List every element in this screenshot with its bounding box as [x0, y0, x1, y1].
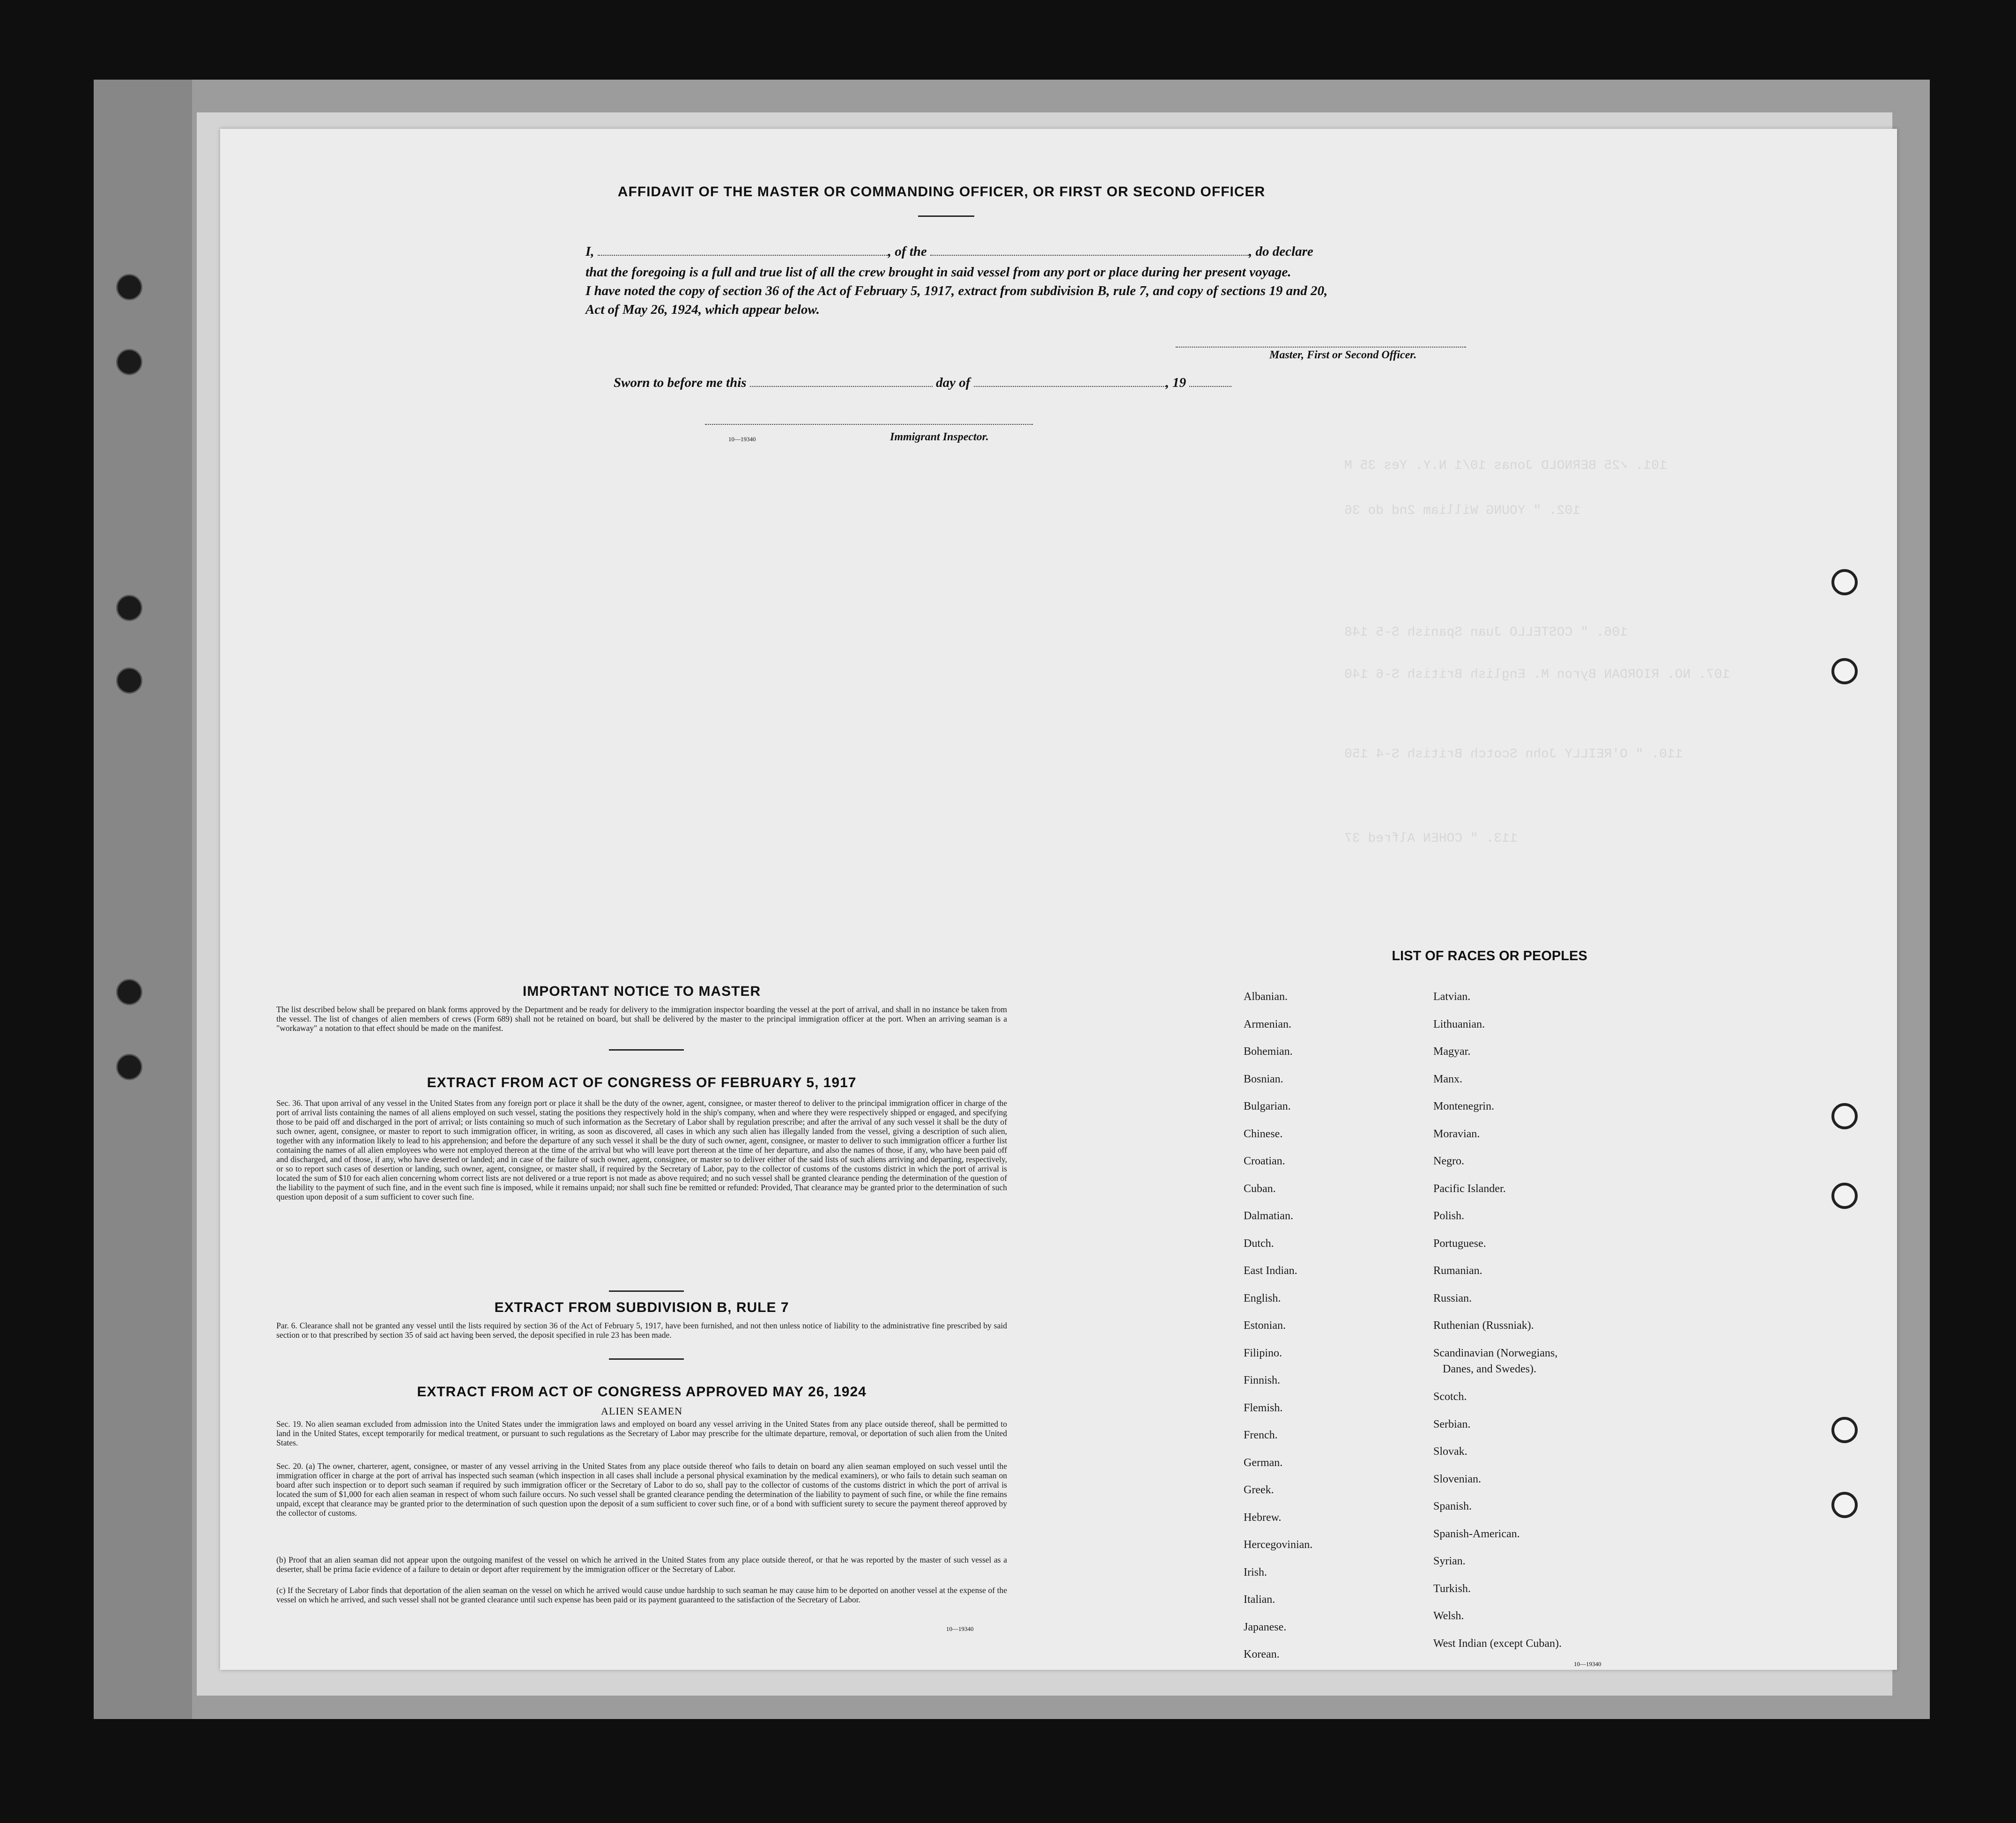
races-title: LIST OF RACES OR PEOPLES: [1392, 949, 1587, 963]
race-item: Irish.: [1244, 1566, 1267, 1578]
act-1917-title: EXTRACT FROM ACT OF CONGRESS OF FEBRUARY 5, 1917: [427, 1075, 857, 1090]
act-1924-title: EXTRACT FROM ACT OF CONGRESS APPROVED MAY 26, 1924: [417, 1384, 867, 1400]
race-item: Bosnian.: [1244, 1073, 1283, 1085]
race-item: Turkish.: [1433, 1582, 1471, 1595]
binder-hole: [116, 349, 142, 375]
race-item: Spanish.: [1433, 1500, 1472, 1513]
race-item: French.: [1244, 1429, 1278, 1441]
binder-hole: [116, 667, 142, 694]
act-1924-subtitle: ALIEN SEAMEN: [601, 1405, 682, 1417]
bleed-through-text: 107. NO. RIORDAN Byron M. English British S-6 140: [1344, 667, 1730, 682]
affidavit-line-3: I have noted the copy of section 36 of the Act of February 5, 1917, extract from subdivision B, rule 7, and copy of sections 19 and 20,: [586, 283, 1328, 298]
sworn-year: , 19: [1165, 375, 1186, 390]
race-item: Flemish.: [1244, 1401, 1283, 1414]
act-1924-sec-20a: Sec. 20. (a) The owner, charterer, agent, consignee, or master of any vessel arriving in the United States from any place outside thereof who fails to detain on board any alien seaman employed on such vessel until the immigration officer in charge at the port of arrival has inspected such seaman (which inspection in all cases shall include a personal physical examination by the medical examiners), or who fails to detain such seaman on board after such inspection or to deport such seaman if required by such immigration officer or the Secretary of Labor to do so, shall pay to the collector of customs of the customs district in which the port of arrival is located the sum of $1,000 for each alien seaman in respect of whom such failure occurs. No such vessel shall be granted clearance pending the determination of the liability to payment of such fine, or while the fine remains unpaid, except that clearance may be granted prior to the determination of such question upon the deposit of a sum sufficient to cover such fine, or of a bond with sufficient surety to secure the payment thereof approved by the collector of customs.: [276, 1461, 1007, 1518]
race-item: Dutch.: [1244, 1237, 1274, 1250]
binder-hole: [116, 595, 142, 621]
race-item: Estonian.: [1244, 1319, 1286, 1332]
section-rule: [609, 1290, 684, 1292]
sworn-prefix: Sworn to before me this: [614, 375, 747, 390]
name-blank: [598, 244, 888, 256]
master-signature-line: [1176, 347, 1466, 348]
race-item: Pacific Islander.: [1433, 1182, 1506, 1195]
manifest-sheet: [220, 129, 1897, 1670]
race-item: Serbian.: [1433, 1418, 1471, 1430]
punch-hole: [1831, 1492, 1858, 1518]
race-item: Albanian.: [1244, 991, 1288, 1003]
affidavit-declare: , do declare: [1249, 244, 1313, 259]
race-item: Danes, and Swedes).: [1443, 1363, 1536, 1375]
race-item: Filipino.: [1244, 1347, 1282, 1359]
affidavit-line-2: that the foregoing is a full and true list of all the crew brought in said vessel from any port or place during her present voyage.: [586, 265, 1291, 280]
race-item: Manx.: [1433, 1073, 1462, 1085]
race-item: Hebrew.: [1244, 1511, 1282, 1524]
act-1924-sec-20c: (c) If the Secretary of Labor finds that deportation of the alien seaman on the vessel on which he arrived would cause undue hardship to such seaman he may cause him to be deported on another vessel at the expense of the vessel on which he arrived, and such vessel shall not be granted clearance until such expense has been paid or its payment guaranteed to the satisfaction of the Secretary of Labor.: [276, 1586, 1007, 1604]
affidavit-of-the: , of the: [888, 244, 927, 259]
binder-hole: [116, 274, 142, 300]
race-item: Magyar.: [1433, 1045, 1471, 1058]
affidavit-title: AFFIDAVIT OF THE MASTER OR COMMANDING OFFICER, OR FIRST OR SECOND OFFICER: [617, 184, 1266, 200]
race-item: Scandinavian (Norwegians,: [1433, 1347, 1558, 1359]
race-item: Syrian.: [1433, 1555, 1466, 1568]
race-item: Bohemian.: [1244, 1045, 1293, 1058]
race-item: Russian.: [1433, 1292, 1472, 1304]
bleed-through-text: 101. ✓25 BERNOLD Jonas 10/1 N.Y. Yes 35 M: [1344, 459, 1667, 473]
notice-title: IMPORTANT NOTICE TO MASTER: [522, 984, 761, 999]
bleed-through-text: 102. " YOUNG William 2nd do 36: [1344, 504, 1581, 518]
race-item: Polish.: [1433, 1210, 1465, 1222]
rule-7-title: EXTRACT FROM SUBDIVISION B, RULE 7: [494, 1300, 789, 1315]
race-item: Slovak.: [1433, 1445, 1468, 1458]
race-item: German.: [1244, 1456, 1283, 1469]
punch-hole: [1831, 1103, 1858, 1129]
race-item: West Indian (except Cuban).: [1433, 1637, 1562, 1650]
race-item: Croatian.: [1244, 1155, 1285, 1167]
race-item: Armenian.: [1244, 1018, 1291, 1030]
affidavit-line-4: Act of May 26, 1924, which appear below.: [586, 302, 820, 317]
race-item: Portuguese.: [1433, 1237, 1486, 1250]
race-item: Lithuanian.: [1433, 1018, 1485, 1030]
race-item: Moravian.: [1433, 1127, 1480, 1140]
vessel-blank: [930, 244, 1249, 256]
punch-hole: [1831, 1183, 1858, 1209]
race-item: Latvian.: [1433, 991, 1471, 1003]
punch-hole: [1831, 569, 1858, 595]
act-1924-sec-19: Sec. 19. No alien seaman excluded from admission into the United States under the immigration laws and employed on board any vessel arriving in the United States from any place outside thereof, shall be permitted to land in the United States, except temporarily for medical treatment, or pursuant to such regulations as the Secretary of Labor may prescribe for the ultimate departure, removal, or deportation of such alien from the United States.: [276, 1419, 1007, 1447]
race-item: Montenegrin.: [1433, 1100, 1494, 1112]
race-item: Welsh.: [1433, 1610, 1464, 1623]
act-1924-sec-20b: (b) Proof that an alien seaman did not appear upon the outgoing manifest of the vessel on which he arrived in the United States from any place outside thereof, or that he was reported by the master of such vessel as a deserter, shall be prima facie evidence of a failure to detain or deport after requirement by the immigration officer or the Secretary of Labor.: [276, 1555, 1007, 1574]
title-rule: [918, 215, 974, 217]
race-item: Finnish.: [1244, 1374, 1281, 1386]
sworn-line: [614, 375, 1231, 391]
race-item: Hercegovinian.: [1244, 1539, 1313, 1551]
section-rule: [609, 1358, 684, 1360]
sworn-year-blank: [1189, 375, 1231, 387]
inspector-signature-line: [705, 424, 1033, 425]
race-item: Ruthenian (Russniak).: [1433, 1319, 1534, 1332]
race-item: Korean.: [1244, 1648, 1280, 1660]
master-signature-label: Master, First or Second Officer.: [1269, 349, 1417, 361]
bleed-through-text: 113. " COHEN Alfred 37: [1344, 831, 1518, 846]
punch-hole: [1831, 658, 1858, 684]
race-item: Dalmatian.: [1244, 1210, 1293, 1222]
act-1917-body: Sec. 36. That upon arrival of any vessel in the United States from any foreign port or place it shall be the duty of the owner, agent, consignee, or master thereof to deliver to the principal immigration officer in charge of the port of arrival lists containing the names of all aliens employed on such vessel, stating the positions they respectively hold in the ship's company, when and where they were respectively shipped or engaged, and specifying those to be paid off and discharged in the port of arrival; or lists containing so much of such information as the Secretary of Labor shall by regulation prescribe; and after the arrival of any such vessel it shall be the duty of such owner, agent, consignee, or master to report to such immigration officer, in writing, as soon as discovered, all cases in which any such alien has illegally landed from the vessel, giving a description of such alien, together with any information likely to lead to his apprehension; and before the departure of any such vessel it shall be the duty of such owner, agent, consignee, or master to deliver to such immigration officer a further list containing the names of all alien employees who were not employed thereon at the time of the arrival but who will leave port thereon at the time of her departure, and also the names of those, if any, who have been paid off and discharged, and of those, if any, who have deserted or landed; and in case of the failure of such owner, agent, consignee, or master so to deliver either of the said lists of such aliens arriving and departing, respectively, or so to report such cases of desertion or landing, such owner, agent, consignee, or master shall, if required by the Secretary of Labor, pay to the collector of customs of the customs district in which the port of arrival is located the sum of $10 for each alien concerning whom correct lists are not delivered or a true report is not made as above required; and no such vessel shall be granted clearance pending the determination of the question of the liability to the payment of such fine, and in the event such fine is imposed, while it remains unpaid; nor shall such fine be remitted or refunded: Provided, That clearance may be granted prior to the determination of such question upon deposit of a sum sufficient to cover such fine.: [276, 1098, 1007, 1201]
race-item: English.: [1244, 1292, 1281, 1304]
sworn-day-of: day of: [936, 375, 971, 390]
race-item: Italian.: [1244, 1593, 1275, 1606]
rule-7-body: Par. 6. Clearance shall not be granted any vessel until the lists required by section 36 of the Act of February 5, 1917, have been furnished, and not then unless notice of liability to the administrative fine prescribed by said section or to that prescribed by section 35 of said act having been served, the deposit specified in rule 23 has been made.: [276, 1321, 1007, 1340]
race-item: Greek.: [1244, 1484, 1274, 1496]
bleed-through-text: 106. " COSTELLO Juan Spanish S-5 148: [1344, 625, 1628, 640]
section-rule: [609, 1049, 684, 1051]
race-item: Negro.: [1433, 1155, 1464, 1167]
race-item: Japanese.: [1244, 1621, 1287, 1633]
punch-hole: [1831, 1417, 1858, 1443]
races-form-number: 10—19340: [1574, 1660, 1601, 1667]
race-item: Bulgarian.: [1244, 1100, 1291, 1112]
bleed-through-text: 110. " O'REILLY John Scotch British S-4 150: [1344, 747, 1683, 762]
affidavit-line-1: [586, 244, 1313, 259]
sworn-day-blank: [750, 375, 933, 387]
binder-hole: [116, 1054, 142, 1080]
race-item: East Indian.: [1244, 1265, 1297, 1277]
sworn-month-blank: [974, 375, 1166, 387]
affidavit-i: I,: [586, 244, 594, 259]
inspector-label: Immigrant Inspector.: [890, 431, 989, 443]
act-1924-form-number: 10—19340: [946, 1625, 974, 1632]
binder-strip: [94, 80, 192, 1719]
race-item: Chinese.: [1244, 1127, 1283, 1140]
race-item: Scotch.: [1433, 1391, 1467, 1403]
race-item: Cuban.: [1244, 1182, 1276, 1195]
binder-hole: [116, 979, 142, 1005]
affidavit-form-number: 10—19340: [728, 436, 756, 443]
notice-body: The list described below shall be prepared on blank forms approved by the Department and be ready for delivery to the immigration inspector boarding the vessel at the port of arrival, and shall in no instance be taken from the vessel. The list of changes of alien members of crews (Form 689) shall not be retained on board, but shall be delivered by the master to the principal immigration officer at the port. When an arriving seaman is a "workaway" a notation to that effect should be made on the manifest.: [276, 1005, 1007, 1033]
race-item: Slovenian.: [1433, 1473, 1481, 1485]
race-item: Spanish-American.: [1433, 1527, 1520, 1540]
race-item: Rumanian.: [1433, 1265, 1482, 1277]
